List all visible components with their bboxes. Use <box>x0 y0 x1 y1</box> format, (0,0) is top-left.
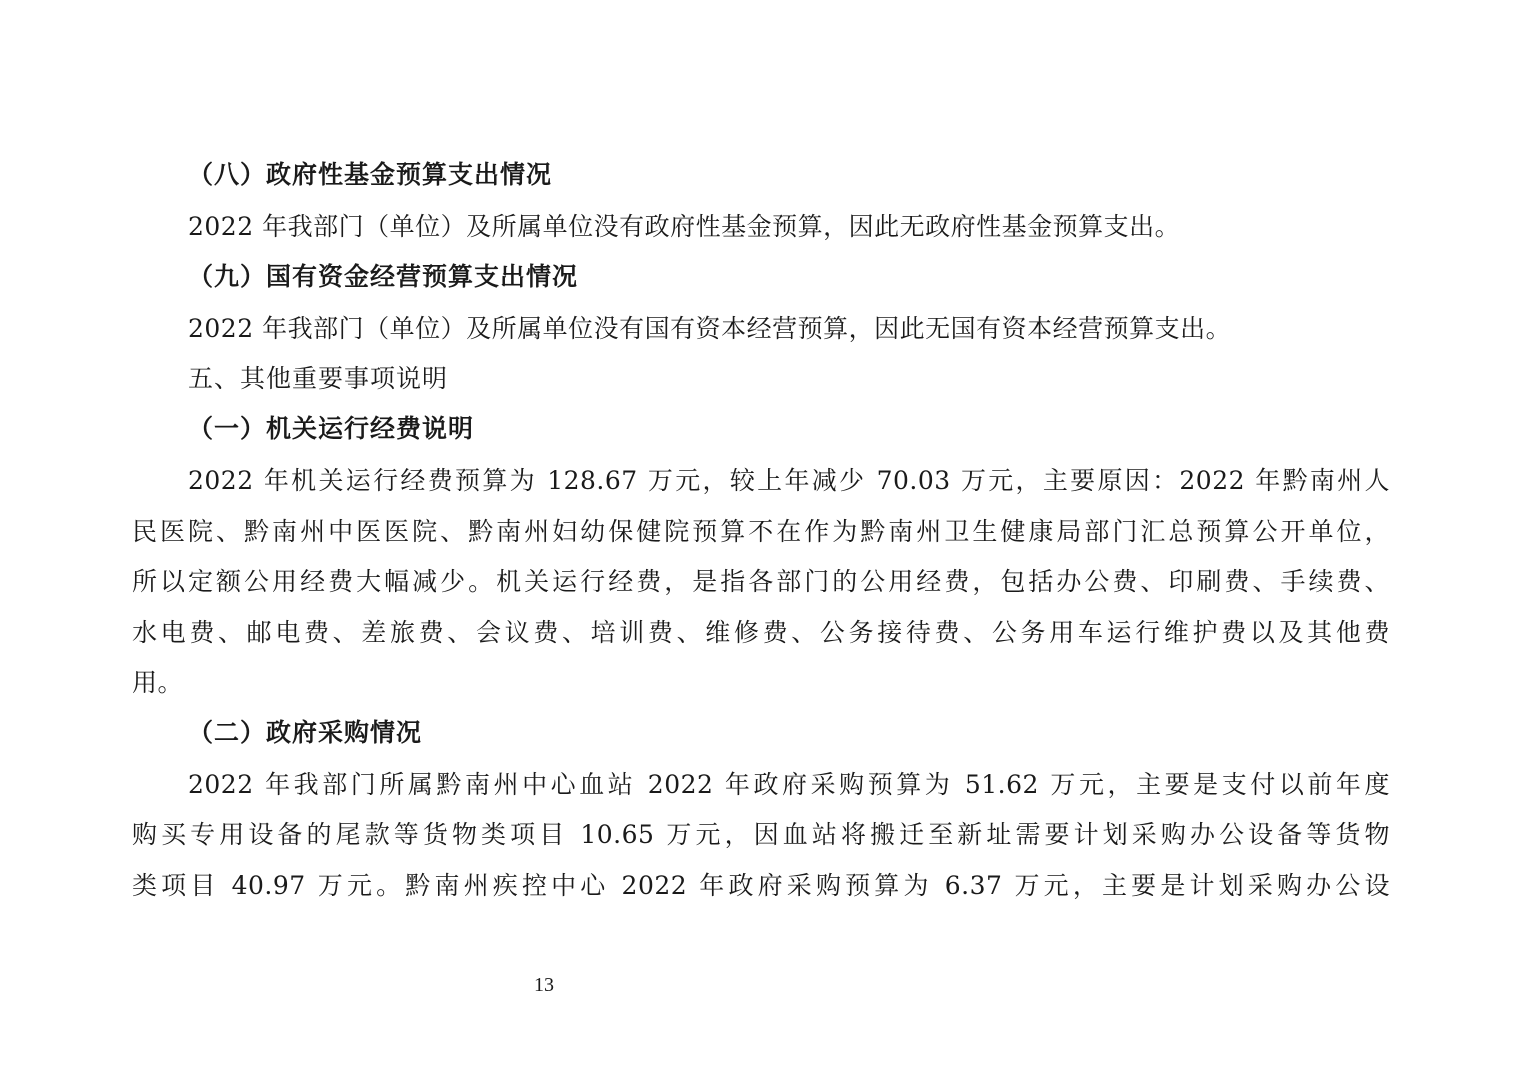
paragraph-line: 类项目 40.97 万元。黔南州疾控中心 2022 年政府采购预算为 6.37 万元，主要是计划采购办公设 <box>132 871 1390 900</box>
section-heading-9: （九）国有资金经营预算支出情况 <box>188 262 579 291</box>
section-heading-5-1: （一）机关运行经费说明 <box>188 414 475 443</box>
paragraph-line: 2022 年我部门（单位）及所属单位没有国有资本经营预算，因此无国有资本经营预算支出。 <box>188 314 1232 343</box>
section-heading-5-2: （二）政府采购情况 <box>188 718 423 747</box>
chapter-heading-5: 五、其他重要事项说明 <box>188 364 449 393</box>
paragraph-line: 民医院、黔南州中医医院、黔南州妇幼保健院预算不在作为黔南州卫生健康局部门汇总预算公开单位， <box>132 517 1390 546</box>
section-heading-8: （八）政府性基金预算支出情况 <box>188 160 553 189</box>
paragraph-line: 购买专用设备的尾款等货物类项目 10.65 万元，因血站将搬迁至新址需要计划采购办公设备等货物 <box>132 820 1390 849</box>
paragraph-line: 所以定额公用经费大幅减少。机关运行经费，是指各部门的公用经费，包括办公费、印刷费、手续费、 <box>132 567 1390 596</box>
paragraph-line: 2022 年机关运行经费预算为 128.67 万元，较上年减少 70.03 万元，主要原因：2022 年黔南州人 <box>188 466 1390 495</box>
paragraph-line: 2022 年我部门（单位）及所属单位没有政府性基金预算，因此无政府性基金预算支出。 <box>188 212 1181 241</box>
page-number: 13 <box>534 974 554 996</box>
paragraph-line: 水电费、邮电费、差旅费、会议费、培训费、维修费、公务接待费、公务用车运行维护费以及其他费 <box>132 618 1390 647</box>
paragraph-line: 用。 <box>132 668 184 697</box>
paragraph-line: 2022 年我部门所属黔南州中心血站 2022 年政府采购预算为 51.62 万元，主要是支付以前年度 <box>188 770 1390 799</box>
